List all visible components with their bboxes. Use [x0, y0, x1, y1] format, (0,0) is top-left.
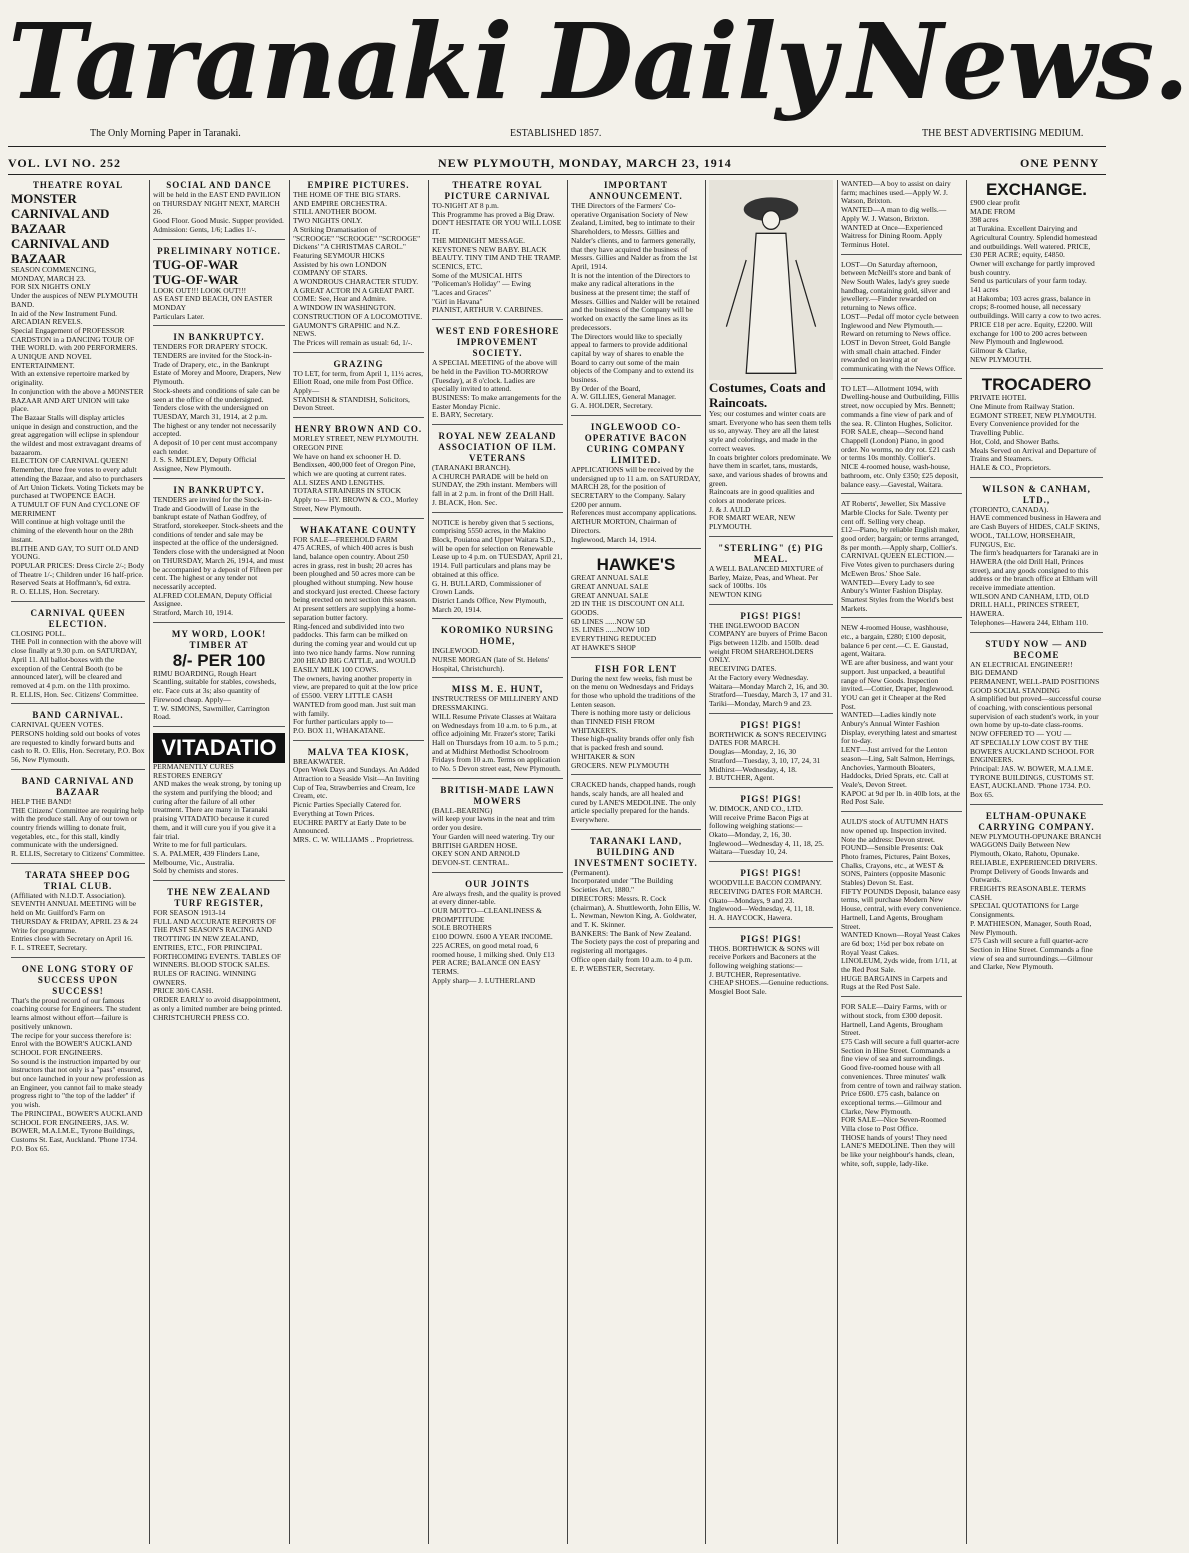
column-4: [429, 180, 566, 1544]
advertisement-body: THE Directors of the Farmers' Co-operative Organisation Society of New Zealand, Limited, beg to intimate to their Shareholders, to Messrs. Gillies and Nalder's clients, and to farmers generally, that they have acquired the business of Messrs. Gillies and Nalder as from the 1st April, 1914. It is not the intention of the Directors to make any radical alterations in the business at the present time; the staff of Messrs. Gillies and Nalder will be retained and the business of the Company will be worked on exactly the same lines as its predecessors. The Directors would like to specially appeal to farmers to provide additional capital by way of shares to enable the Board to carry out some of the main objects of the Company and to extend its business. By Order of the Board, A. W. GILLIES, General Manager. G. A. HOLDER, Secretary.: [571, 201, 700, 411]
advertisement-heading: BAND CARNIVAL.: [32, 710, 124, 721]
advertisement-body: LOST—On Saturday afternoon, between McNeill's store and bank of New South Wales, lady's grey suede handbag, containing gold, silver and jewellery.—Finder rewarded on returning to News office. LOST—Pedal off motor cycle between Inglewood and New Plymouth.—Reward on returning to News office. LOST in Devon Street, Gold Bangle with small chain attached. Finder rewarded on leaving at or communicating with the News Office.: [841, 259, 959, 374]
advertisement-body: A WELL BALANCED MIXTURE of Barley, Maize, Peas, and Wheat. Per sack of 100lbs. 10s NEWTON KING: [709, 563, 824, 599]
volume-number: VOL. LVI NO. 252: [8, 156, 122, 170]
advertisement: [153, 629, 285, 727]
established: ESTABLISHED 1857.: [510, 128, 602, 139]
advertisement-body: BREAKWATER. Open Week Days and Sundays. An Added Attraction to a Seaside Visit—An Inviting Cup of Tea, Strawberries and Cream, Ice Cream, etc. Picnic Parties Specially Catered for. Everything at Town Prices. EUCHRE PARTY at Early Date to be Announced. MRS. C. W. WILLIAMS .. Proprietress.: [293, 756, 420, 844]
column-5: [568, 180, 704, 1544]
advertisement-body: GREAT ANNUAL SALE GREAT ANNUAL SALE GREAT ANNUAL SALE 2D IN THE 1S DISCOUNT ON ALL GOODS. 6D LINES ......NOW 5D 1S. LINES ......NOW 10D EVERYTHING REDUCED AT HAWKE'S SHOP: [571, 573, 685, 652]
advertisement-heading: MISS M. E. HUNT,: [451, 684, 544, 695]
fashion-illustration: [709, 180, 833, 380]
advertisement-heading: WILSON & CANHAM, LTD.,: [982, 483, 1091, 505]
advertisement: [970, 639, 1103, 805]
advertisement-body: A SPECIAL MEETING of the above will be held in the Pavilion TO-MORROW (Tuesday), at 8 o'clock. Ladies are specially invited to attend. BUSINESS: To make arrangements for the Easter Monday Picnic. E. BARY, Secretary.: [432, 358, 562, 420]
advertisement: [571, 781, 701, 830]
advertisement-heading: IN BANKRUPTCY.: [173, 484, 265, 495]
advertisement: [432, 326, 563, 425]
advertisement-body: NEW PLYMOUTH-OPUNAKE BRANCH WAGGONS Daily Between New Plymouth, Okato, Rahotu, Opunake. RELIABLE, EXPERIENCED DRIVERS. Prompt Delivery of Goods Inwards and Outwards. FREIGHTS REASONABLE. TERMS CASH. SPECIAL QUOTATIONS for Large Consignments. P. MATHIESON, Manager, South Road, New Plymouth. £75 Cash will secure a full quarter-acre Section in Hine Street. Commands a fine view of sea and surroundings.—Gilmour and Clarke, New Plymouth.: [970, 831, 1102, 972]
advertisement-body: Are always fresh, and the quality is proved at every dinner-table. OUR MOTTO—CLEANLINESS & PROMPTITUDE SOLE BROTHERS £100 DOWN. £600 A YEAR INCOME. 225 ACRES, on good metal road, 6 roomed house, 1 milking shed. Only £13 PER ACRE; BALANCE ON EASY TERMS. Apply sharp— J. LUTHERLAND: [432, 888, 561, 985]
advertisement-body: W. DIMOCK, AND CO., LTD. Will receive Prime Bacon Pigs at following weighing stations:— Okato—Monday, 2, 16, 30. Inglewood—Wednesday 4, 11, 18, 25. Waitara—Tuesday 10, 24.: [709, 803, 824, 857]
advertisement-body: FOR SALE—FREEHOLD FARM 475 ACRES, of which 400 acres is bush land, balance open country. About 250 acres in grass, rest in bush; 20 acres has been ploughed and 50 acres more can be ploughed without stumping. New house and stockyard just erected. Cheese factory being erected on next section this season. At present settlers are supplying a home-separation butter factory. Ring-fenced and subdivided into two paddocks. This farm can be milked on during the coming year and would cut up into two nice handy farms. Now running 200 HEAD BIG CATTLE, and WOULD EASILY MILK 100 COWS. The owners, having another property in view, are prepared to quit at the low price of £5500. VERY LITTLE CASH WANTED from good man. Just suit man with family. For further particulars apply to— P.O. BOX 11, WHAKATANE.: [293, 534, 420, 735]
advertisement: [709, 611, 833, 714]
advertisement-heading: CARNIVAL QUEEN ELECTION.: [30, 607, 126, 629]
advertisement-heading: KOROMIKO NURSING HOME,: [440, 625, 555, 647]
advertisement-heading: SOCIAL AND DANCE: [166, 180, 272, 190]
advertisement-body: Yes; our costumes and winter coats are smart. Everyone who has seen them tells us so, anyway. They are all the latest style and colorings, and made in the correct weaves. In coats brighter colors predominate. We have them in scarlet, tans, mustards, saxe, and various shades of browns and green. Raincoats are in good qualities and colors at moderate prices. J. & J. AULD FOR SMART WEAR, NEW PLYMOUTH.: [709, 409, 832, 532]
advertisement: [571, 422, 701, 549]
advertisement-heading: WHAKATANE COUNTY: [300, 524, 417, 535]
advertisement: [432, 519, 563, 620]
advertisement-body: That's the proud record of our famous coaching course for Engineers. The student learns almost without effort—failure is positively unknown. The recipe for your success therefore is: Enrol with the BOWER'S AUCKLAND SCHOOL FOR ENGINEERS. So sound is the instruction imparted by our instructors that not only is a "pass" ensured, but once launched in your new profession as an Engineer, you cannot fail to make steady progress right to "the top of the ladder" if you wish. The PRINCIPAL, BOWER'S AUCKLAND SCHOOL FOR ENGINEERS, JAS. W. BOWER, M.A.I.M.E., Tyrone Buildings, Customs St. East, Auckland. 'Phone 1734. P.O. Box 65.: [11, 995, 145, 1153]
advertisement-body: WOODVILLE BACON COMPANY. RECEIVING DATES FOR MARCH. Okato—Mondays, 9 and 23. Inglewood—Wednesday, 4, 11, 18. H. A. HAYCOCK, Hawera.: [709, 878, 823, 922]
advertisement-heading: BAND CARNIVAL AND BAZAAR: [21, 775, 135, 797]
advertisement: [153, 485, 285, 623]
advertisement-body: INSTRUCTRESS OF MILLINERY AND DRESSMAKING. WILL Resume Private Classes at Waitara on Wednesdays from 10 a.m. to 6 p.m., at office adjoining Mr. Frazer's store; Tariki Hall on Thursdays from 10 a.m. to 5 p.m.; and at Midhirst Methodist Schoolroom Fridays from 10 a.m. Terms on application to No. 5 Devon street east, New Plymouth.: [432, 694, 561, 774]
advertisement: [571, 555, 701, 657]
advertisement: [432, 879, 563, 990]
advertisement: [709, 720, 833, 788]
advertisement: [432, 684, 563, 778]
advertisement: [709, 543, 833, 605]
advertisement-body: CLOSING POLL. THE Poll in connection with the above will close finally at 9.30 p.m. on SATURDAY, April 11. All ballot-boxes with the exception of the Central Booth (to be announced later), will be cleared and removed at 4 p.m. on the 11th proximo. R. ELLIS, Hon. Sec. Citizens' Committee.: [11, 628, 142, 699]
advertisement-body: BORTHWICK & SON'S RECEIVING DATES FOR MARCH. Douglas—Monday, 2, 16, 30 Stratford—Tuesday, 3, 10, 17, 24, 31 Midhirst—Wednesday, 4, 18. J. BUTCHER, Agent.: [709, 729, 827, 783]
advertisement-heading: WEST END FORESHORE IMPROVEMENT SOCIETY.: [435, 326, 560, 359]
advertisement-body: NEW 4-roomed House, washhouse, etc., a bargain, £280; £100 deposit, balance 6 per cent.—C. E. Gaustad, agent, Waitara. WE are after business, and want your support. Just unpacked, a beautiful range of New Goods. Inspection invited.—Cottier, Draper, Inglewood. YOU can get it Cheaper at the Red Post. WANTED—Ladies kindly note Anbury's Annual Winter Fashion Display, everything latest and smartest for to-day. LENT—Just arrived for the Lenton season—Ling, Salt Salmon, Herrings, Anchovies, Yarmouth Bloaters, Haddocks, Dried Sprats, etc. Call at Veale's, Devon Street. KAPOC at 9d per lb. in 40lb lots, at the Red Post Sale.: [841, 623, 960, 807]
advertisement: [571, 664, 701, 776]
advertisement: [293, 747, 424, 849]
advertisement: [841, 385, 962, 494]
advertisement-heading: PIGS! PIGS!: [740, 610, 802, 621]
advertisement-heading: TARANAKI LAND, BUILDING AND INVESTMENT SOCIETY.: [574, 835, 698, 868]
column-3: [290, 180, 427, 1544]
advertisement-title: 8/- PER 100: [172, 650, 266, 670]
advertisement: [841, 1003, 962, 1172]
advertisement: [970, 375, 1103, 477]
advertisement-heading: INGLEWOOD CO-OPERATIVE BACON CURING COMPANY LIMITED.: [584, 421, 688, 465]
advertisement-body: TENDERS FOR DRAPERY STOCK. TENDERS are invited for the Stock-in-Trade of Drapery, etc., in the Bankrupt Estate of Morey and Moore, Drapers, New Plymouth. Stock-sheets and conditions of sale can be seen at the office of the undersigned. Tenders close with the undersigned on TUESDAY, March 31, 1914, at 2 p.m. The highest or any tender not necessarily accepted. A deposit of 10 per cent must accompany each tender. J. S. S. MEDLEY, Deputy Official Assignee, New Plymouth.: [153, 342, 282, 474]
advertisement-heading: ROYAL NEW ZEALAND ASSOCIATION OF ILM. VETERANS: [438, 431, 557, 464]
advertisement: [11, 776, 145, 864]
advertisement-heading: THEATRE ROYAL PICTURE CARNIVAL: [444, 180, 551, 201]
advertisement-heading: MY WORD, LOOK! TIMBER AT: [171, 628, 267, 650]
advertisement-heading: OUR JOINTS: [465, 878, 530, 889]
advertisement-body: (Affiliated with N.I.D.T. Association). SEVENTH ANNUAL MEETING will be held on Mr. Guilford's Farm on THURSDAY & FRIDAY, APRIL 23 & 24 Write for programme. Entries close with Secretary on April 16. F. L. STREET, Secretary.: [11, 890, 138, 952]
advertisement: [11, 964, 145, 1158]
advertisement: [970, 811, 1103, 976]
advertisement-body: (Permanent). Incorporated under "The Building Societies Act, 1880." DIRECTORS: Messrs. R. Cock (chairman), A. Shuttleworth, John Ellis, W. L. Newman, Newton King, A. Goldwater, and T. K. Skinner. BANKERS: The Bank of New Zealand. The Society pays the cost of preparing and registering all mortgages. Office open daily from 10 a.m. to 4 p.m. E. P. WEBSTER, Secretary.: [571, 867, 701, 973]
masthead-word-1: Taranaki: [8, 0, 512, 123]
advertisement-body: TO LET—Allotment 1094, with Dwelling-house and Outbuilding, Fillis street, now occupied by Mrs. Bennett; commands a fine view of park and of the sea. R. Clinton Hughes, Solicitor. FOR SALE, cheap—Second hand Chappell (London) Piano, in good order. No worms, no dry rot. £21 cash or terms 10s monthly. Collier's. NICE 4-roomed house, wash-house, bathroom, etc. Only £350; £25 deposit, balance easy.—Gavestal, Waitara.: [841, 383, 959, 489]
column-1: [8, 180, 148, 1544]
advertisement-body: LOOK OUT!!! LOOK OUT!!! AS EAST END BEACH, ON EASTER MONDAY Particulars Later.: [153, 285, 273, 321]
advertisement-heading: MALVA TEA KIOSK,: [307, 746, 410, 757]
advertisement-body: MORLEY STREET, NEW PLYMOUTH. OREGON PINE We have on hand ex schooner H. D. Bendixsen, 400,000 feet of Oregon Pine, which we are quoting at current rates. ALL SIZES AND LENGTHS. TOTARA STRAINERS IN STOCK Apply to— HY. BROWN & CO., Morley Street, New Plymouth.: [293, 434, 419, 513]
advertisement: [11, 608, 145, 705]
advertisement: [709, 794, 833, 862]
advertisement-heading: IN BANKRUPTCY.: [173, 332, 265, 343]
advertisement-heading: PIGS! PIGS!: [740, 933, 802, 944]
advertisement-body: SEASON COMMENCING, MONDAY, MARCH 23. FOR SIX NIGHTS ONLY Under the auspices of NEW PLYMOUTH BAND. In aid of the New Instrument Fund. ARCADIAN REVELS. Special Engagement of PROFESSOR CARDSTON in a DANCING TOUR OF THE WORLD. with 200 PERFORMERS. A UNIQUE AND NOVEL ENTERTAINMENT. With an extensive repertoire marked by originality. In conjunction with the above a MONSTER BAZAAR AND ART UNION will take place. The Bazaar Stalls will display articles unique in design and construction, and the great aggregation will eclipse in splendour the wildest and most extravagant dreams of bazaarom. ELECTION OF CARNIVAL QUEEN! Remember, three free votes to every adult attending the Bazaar, and also to purchasers of Art Union Tickets. Voting Tickets may be purchased at TWOPENCE EACH. A TUMULT OF FUN And CYCLONE OF MERRIMENT Will continue at high voltage until the chiming of the eleventh hour on the 28th instant. BLITHE AND GAY, TO SUIT OLD AND YOUNG. POPULAR PRICES: Dress Circle 2/-; Body of Theatre 1/-; Children under 16 half-price. Reserved Seats at Hoffmann's, 6d extra. R. O. ELLIS, Hon. Secretary.: [11, 265, 145, 597]
advertisement-heading: GRAZING: [333, 358, 384, 369]
advertisement-body: RIMU BOARDING, Rough Heart Scantling, suitable for stables, cowsheds, etc. Face cuts at 3s; also quantity of Firewood cheap. Apply— T. W. SIMONS, Sawmiller, Carrington Road.: [153, 668, 277, 722]
advertisement-body: AN ELECTRICAL ENGINEER!! BIG DEMAND PERMANENT, WELL-PAID POSITIONS GOOD SOCIAL STANDING A simplified but proved—successful course of coaching, with conscientious personal supervision of each student's work, in your own home by up-to-date class-rooms. NOW OFFERED TO — YOU — AT SPECIALLY LOW COST BY THE BOWER'S AUCKLAND SCHOOL FOR ENGINEERS. Principal: JAS. W. BOWER, M.A.I.M.E. TYRONE BUILDINGS, CUSTOMS ST. EAST, AUCKLAND. 'Phone 1734. P.O. Box 65.: [970, 659, 1102, 800]
advertisement: [153, 733, 285, 881]
advertisement-title: MONSTER CARNIVAL AND BAZAAR CARNIVAL AND BAZAAR: [11, 191, 110, 266]
advertisement-title: Costumes, Coats and Raincoats.: [709, 380, 826, 410]
advertisement: [11, 710, 145, 770]
advertisement: [432, 625, 563, 678]
advertisement-body: (TORONTO, CANADA). HAVE commenced business in Hawera and are Cash Buyers of HIDES, CALF SKINS, WOOL, TALLOW, HORSEHAIR, FUNGUS, Etc. The firm's headquarters for Taranaki are in HAWERA (the old Drill Hall, Princes street), and any goods consigned to this address or the branch office at Eltham will receive immediate attention. WILSON AND CANHAM, LTD, OLD DRILL HALL, PRINCES STREET, HAWERA. Telephones—Hawera 244, Eltham 110.: [970, 504, 1101, 627]
masthead-rule-bottom: [8, 174, 1106, 175]
advertisement: [432, 785, 563, 873]
column-8: [967, 180, 1106, 1544]
advertisement: [153, 246, 285, 327]
motto: THE BEST ADVERTISING MEDIUM.: [922, 128, 1084, 139]
advertisement-title: TROCADERO: [981, 375, 1092, 395]
advertisement: [841, 180, 962, 255]
advertisement: [153, 332, 285, 479]
advertisement: [432, 180, 563, 320]
advertisement: [153, 180, 285, 240]
column-7: [838, 180, 965, 1544]
advertisement-heading: EMPIRE PICTURES.: [307, 180, 410, 190]
advertisement-body: will be held in the EAST END PAVILION on THURSDAY NIGHT NEXT, MARCH 26. Good Floor. Good Music. Supper provided. Admission: Gents, 1/6; Ladies 1/-.: [153, 190, 284, 234]
advertisement-body: HELP THE BAND! THE Citizens' Committee are requiring help with the produce stall. Any of our town or country friends willing to donate fruit, vegetables, etc., for this stall, kindly communicate with the undersigned. R. ELLIS, Secretary to Citizens' Committee.: [11, 796, 145, 859]
advertisement: [11, 870, 145, 958]
advertisement-title: EXCHANGE.: [985, 180, 1088, 199]
advertisement: [571, 836, 701, 977]
advertisement-body: (BALL-BEARING) will keep your lawns in the neat and trim order you desire. Your Garden will need watering. Try our BRITISH GARDEN HOSE. OKEY SON AND ARNOLD DEVON-ST. CENTRAL.: [432, 805, 555, 867]
advertisement-body: FOR SEASON 1913-14 FULL AND ACCURATE REPORTS OF THE PAST SEASON'S RACING AND TROTTING IN NEW ZEALAND, ENTRIES, ETC., FOR PRINCIPAL FORTHCOMING EVENTS. TABLES OF WINNERS. BLOOD STOCK SALES. RULES OF RACING. WINNING OWNERS. PRICE 30/6 CASH. ORDER EARLY to avoid disappointment, as only a limited number are being printed. CHRISTCHURCH PRESS CO.: [153, 908, 283, 1022]
advertisement-heading: PIGS! PIGS!: [740, 868, 802, 879]
advertisement-heading: TARATA SHEEP DOG TRIAL CLUB.: [25, 869, 131, 891]
advertisement: [11, 180, 145, 602]
advertisement: [709, 934, 833, 1001]
advertisement-body: THE HOME OF THE BIG STARS. AND EMPIRE ORCHESTRA. STILL ANOTHER BOOM. TWO NIGHTS ONLY. A Striking Dramatisation of "SCROOGE" "SCROOGE" "SCROOGE" Dickens' "A CHRISTMAS CAROL." Featuring SEYMOUR HICKS Assisted by his own LONDON COMPANY OF STARS. A WONDROUS CHARACTER STUDY. A GREAT ACTOR IN A GREAT PART. COME: See, Hear and Admire. A WINDOW IN WASHINGTON. CONSTRUCTION OF A LOCOMOTIVE. GAUMONT'S GRAPHIC and N.Z. NEWS. The Prices will remain as usual: 6d, 1/-.: [293, 190, 423, 347]
tagline: The Only Morning Paper in Taranaki.: [90, 128, 241, 139]
advertisement-body: £900 clear profit MADE FROM 398 acres at Turakina. Excellent Dairying and Agricultural Country. Splendid homestead and outbuildings. Well watered. PRICE, £30 PER ACRE; equity, £4850. Owner will exchange for partly improved bush country. Send us particulars of your farm today. 141 acres at Hakomba; 103 acres grass, balance in crops; 8-roomed house, all necessary outbuildings. Will carry a cow to two acres. PRICE £18 per acre. Equity, £2200. Will exchange for 100 to 200 acres between New Plymouth and Inglewood. Gilmour & Clarke, NEW PLYMOUTH.: [970, 198, 1101, 364]
masthead: [8, 0, 1189, 123]
advertisement: [841, 624, 962, 812]
advertisement-body: TO-NIGHT AT 8 p.m. This Programme has proved a Big Draw. DON'T HESITATE OR YOU WILL LOSE IT. THE MIDNIGHT MESSAGE. KEYSTONE'S NEW BABY. BLACK BEAUTY. TINY TIM AND THE TRAMP. SCENICS, ETC. Some of the MUSICAL HITS "Policeman's Holiday" — Ewing "Laces and Graces" "Girl in Havana" PIANIST, ARTHUR V. CARBINES.: [432, 201, 562, 315]
advertisement: [293, 180, 424, 353]
issue-date: NEW PLYMOUTH, MONDAY, MARCH 23, 1914: [438, 156, 732, 170]
advertisement-heading: ELTHAM-OPUNAKE CARRYING COMPANY.: [978, 810, 1095, 832]
advertisement-body: PRIVATE HOTEL One Minute from Railway Station. EGMONT STREET, NEW PLYMOUTH. Every Convenience provided for the Travelling Public. Hot, Cold, and Shower Baths. Meals Served on Arrival and Departure of Trains and Steamers. HALE & CO., Proprietors.: [970, 393, 1097, 472]
advertisement-body: TENDERS are invited for the Stock-in-Trade and Goodwill of Lease in the bankrupt estate of Nathan Godfrey, of Stratford, storekeeper. Stock-sheets and the conditions of tender and sale may be inspected at the office of the undersigned. Tenders close with the undersigned at Noon on THURSDAY, March 26, 1914, and must be accompanied by a deposit of Fifteen per cent. The highest or any tender not necessarily accepted. ALFRED COLEMAN, Deputy Official Assignee. Stratford, March 10, 1914.: [153, 494, 285, 618]
advertisement-heading: BRITISH-MADE LAWN MOWERS: [440, 784, 555, 806]
advertisement: [841, 261, 962, 379]
advertisement-body: THOS. BORTHWICK & SONS will receive Porkers and Baconers at the following weighing stations:— J. BUTCHER, Representative. CHEAP SHOES.—Genuine reductions. Mosgiel Boot Sale.: [709, 943, 829, 997]
advertisement-body: AT Roberts', Jeweller, Six Massive Marble Clocks for Sale. Twenty per cent off. Selling very cheap. £12—Piano, by reliable English maker, good order; bargain; or terms arranged, 8s per month.—Apply sharp, Collier's. CARNIVAL QUEEN ELECTION.—Five Votes given to purchasers during McEwen Bros.' Shoe Sale. WANTED—Every Lady to see Anbury's Winter Fashion Display. Smartest Styles from the World's best Markets.: [841, 499, 960, 613]
advertisement-title: TUG-OF-WAR TUG-OF-WAR: [153, 256, 239, 287]
advertisement-body: NOTICE is hereby given that 5 sections, comprising 5550 acres, in the Makino Block, Pouiatoa and Upper Waitara S.D., will be open for selection on Renewable Lease up to 4 p.m. on TUESDAY, April 21, 1914. Full particulars and plans may be obtained at this office. G. H. BULLARD, Commissioner of Crown Lands. District Lands Office, New Plymouth, March 20, 1914.: [432, 517, 563, 614]
advertisement-heading: STUDY NOW — AND BECOME: [985, 638, 1088, 660]
masthead-word-3: News.: [848, 0, 1189, 123]
column-2: [150, 180, 288, 1544]
advertisement-body: CARNIVAL QUEEN VOTES. PERSONS holding sold out books of votes are requested to kindly forward butts and cash to R. O. Ellis, Hon. Secretary, P.O. Box 56, New Plymouth.: [11, 720, 145, 765]
dateline: [8, 156, 1106, 172]
advertisement-heading: IMPORTANT ANNOUNCEMENT.: [589, 180, 683, 201]
masthead-word-2: Daily: [543, 0, 836, 123]
advertisement-body: PERMANENTLY CURES RESTORES ENERGY AND makes the weak strong, by toning up the system and purifying the blood; and curing after the failure of all other treatment. There are many in Taranaki praising VITADATIO because it cured them, and it will cure you if you give it a fair trial. Write to me for full particulars. S. A. PALMER, 439 Flinders Lane, Melbourne, Vic., Australia. Sold by chemists and stores.: [153, 761, 282, 876]
advertisement-body: AULD'S stock of AUTUMN HATS now opened up. Inspection invited. Note the address: Devon street. FOUND—Sensible Presents: Oak Photo frames, Pictures, Paint Boxes, Chalks, Crayons, etc., at WEST & SONS, Painters (opposite Masonic Stables) Devon St. East. FIFTY POUNDS Deposit, balance easy terms, will purchase Modern New House, central, with every convenience. Hartnell, Land Agents, Brougham Street. WANTED Known—Royal Yeast Cakes are 6d box; 1½d per box rebate on Royal Yeast Cakes. LINOLEUM, 2yds wide, from 1/11, at the Red Post Sale. HUGE BARGAINS in Carpets and Rugs at the Red Post Sale.: [841, 817, 962, 992]
advertisement-body: INGLEWOOD. NURSE MORGAN (late of St. Helens' Hospital, Christchurch).: [432, 646, 550, 673]
price: ONE PENNY: [1020, 156, 1100, 170]
advertisement: [709, 868, 833, 928]
advertisement: [293, 424, 424, 518]
advertisement: [432, 431, 563, 513]
masthead-rule-top: [8, 146, 1106, 147]
advertisement: [709, 180, 833, 537]
advertisement: [153, 887, 285, 1026]
advertisement-heading: THE NEW ZEALAND TURF REGISTER,: [167, 887, 271, 909]
advertisement-heading: HENRY BROWN AND CO.: [294, 424, 423, 435]
advertisement-body: WANTED—A boy to assist on dairy farm; machines used.—Apply W. J. Watson, Brixton. WANTED—A man to dig wells.—Apply W. J. Watson, Brixton. WANTED at Once—Experienced Waitress for Dining Room. Apply Terminus Hotel.: [841, 179, 951, 249]
advertisement-heading: "STERLING" (£) PIG MEAL.: [718, 542, 824, 564]
advertisement: [293, 525, 424, 741]
advertisement: [571, 180, 701, 416]
advertisement: [841, 500, 962, 618]
advertisement-heading: PIGS! PIGS!: [740, 719, 802, 730]
advertisement-body: THE INGLEWOOD BACON COMPANY are buyers of Prime Bacon Pigs between 112lb. and 150lb. dead weight FROM SHAREHOLDERS ONLY. RECEIVING DATES. At the Factory every Wednesday. Waitara—Monday March 2, 16, and 30. Stratford—Tuesday, March 3, 17 and 31. Tariki—Monday, March 9 and 23.: [709, 620, 832, 708]
advertisement-body: CRACKED hands, chapped hands, rough hands, scaly hands, are all healed and cured by LANE'S MEDOLINE. The only article specially prepared for the hands. Everywhere.: [571, 780, 696, 825]
advertisement-body: TO LET, for term, from April 1, 11½ acres, Elliott Road, one mile from Post Office. Apply— STANDISH & STANDISH, Solicitors, Devon Street.: [293, 368, 424, 413]
advertisement: [293, 359, 424, 419]
advertisement-heading: PIGS! PIGS!: [740, 793, 802, 804]
advertisement-body: FOR SALE—Dairy Farms, with or without stock, from £300 deposit. Hartnell, Land Agents, Brougham Street. £75 Cash will secure a full quarter-acre Section in Hine Street. Commands a fine view of sea and surroundings. Good five-roomed house with all conveniences. Three minutes' walk from centre of town and railway station. Price £600. £75 cash, balance on exceptional terms.—Gilmour and Clarke, New Plymouth. FOR SALE—Nice Seven-Roomed Villa close to Post Office. THOSE hands of yours! They need LANE'S MEDOLINE. Then they will be like your neighbour's hands, clean, white, soft, supple, lady-like.: [841, 1002, 962, 1168]
advertisement-logo: VITADATIO: [153, 733, 285, 763]
advertisement: [970, 180, 1103, 369]
advertisement-heading: THEATRE ROYAL: [32, 180, 124, 190]
advertisement-heading: ONE LONG STORY OF SUCCESS UPON SUCCESS!: [21, 963, 135, 996]
advertisement: [841, 818, 962, 997]
advertisement-title: HAWKE'S: [596, 555, 676, 575]
advertisement-body: (TARANAKI BRANCH). A CHURCH PARADE will be held on SUNDAY, the 29th instant. Members will fall in at 2 p.m. in front of the Drill Hall. J. BLACK, Hon. Sec.: [432, 463, 558, 507]
advertisement: [970, 484, 1103, 633]
advertisement-heading: PRELIMINARY NOTICE.: [157, 245, 281, 256]
advertisement-body: During the next few weeks, fish must be on the menu on Wednesdays and Fridays for those who uphold the traditions of the Lenten season. There is nothing more tasty or delicious than TINNED FISH FROM WHITAKER'S. These high-quality brands offer only fish that is packed fresh and sound. WHITAKER & SON GROCERS. NEW PLYMOUTH: [571, 673, 696, 770]
advertisement-body: APPLICATIONS will be received by the undersigned up to 11 a.m. on SATURDAY, MARCH 28, for the position of SECRETARY to the Company. Salary £200 per annum. References must accompany applications. ARTHUR MORTON, Chairman of Directors. Inglewood, March 14, 1914.: [571, 464, 701, 544]
column-6: [706, 180, 836, 1544]
advertisement-heading: FISH FOR LENT: [594, 663, 677, 674]
